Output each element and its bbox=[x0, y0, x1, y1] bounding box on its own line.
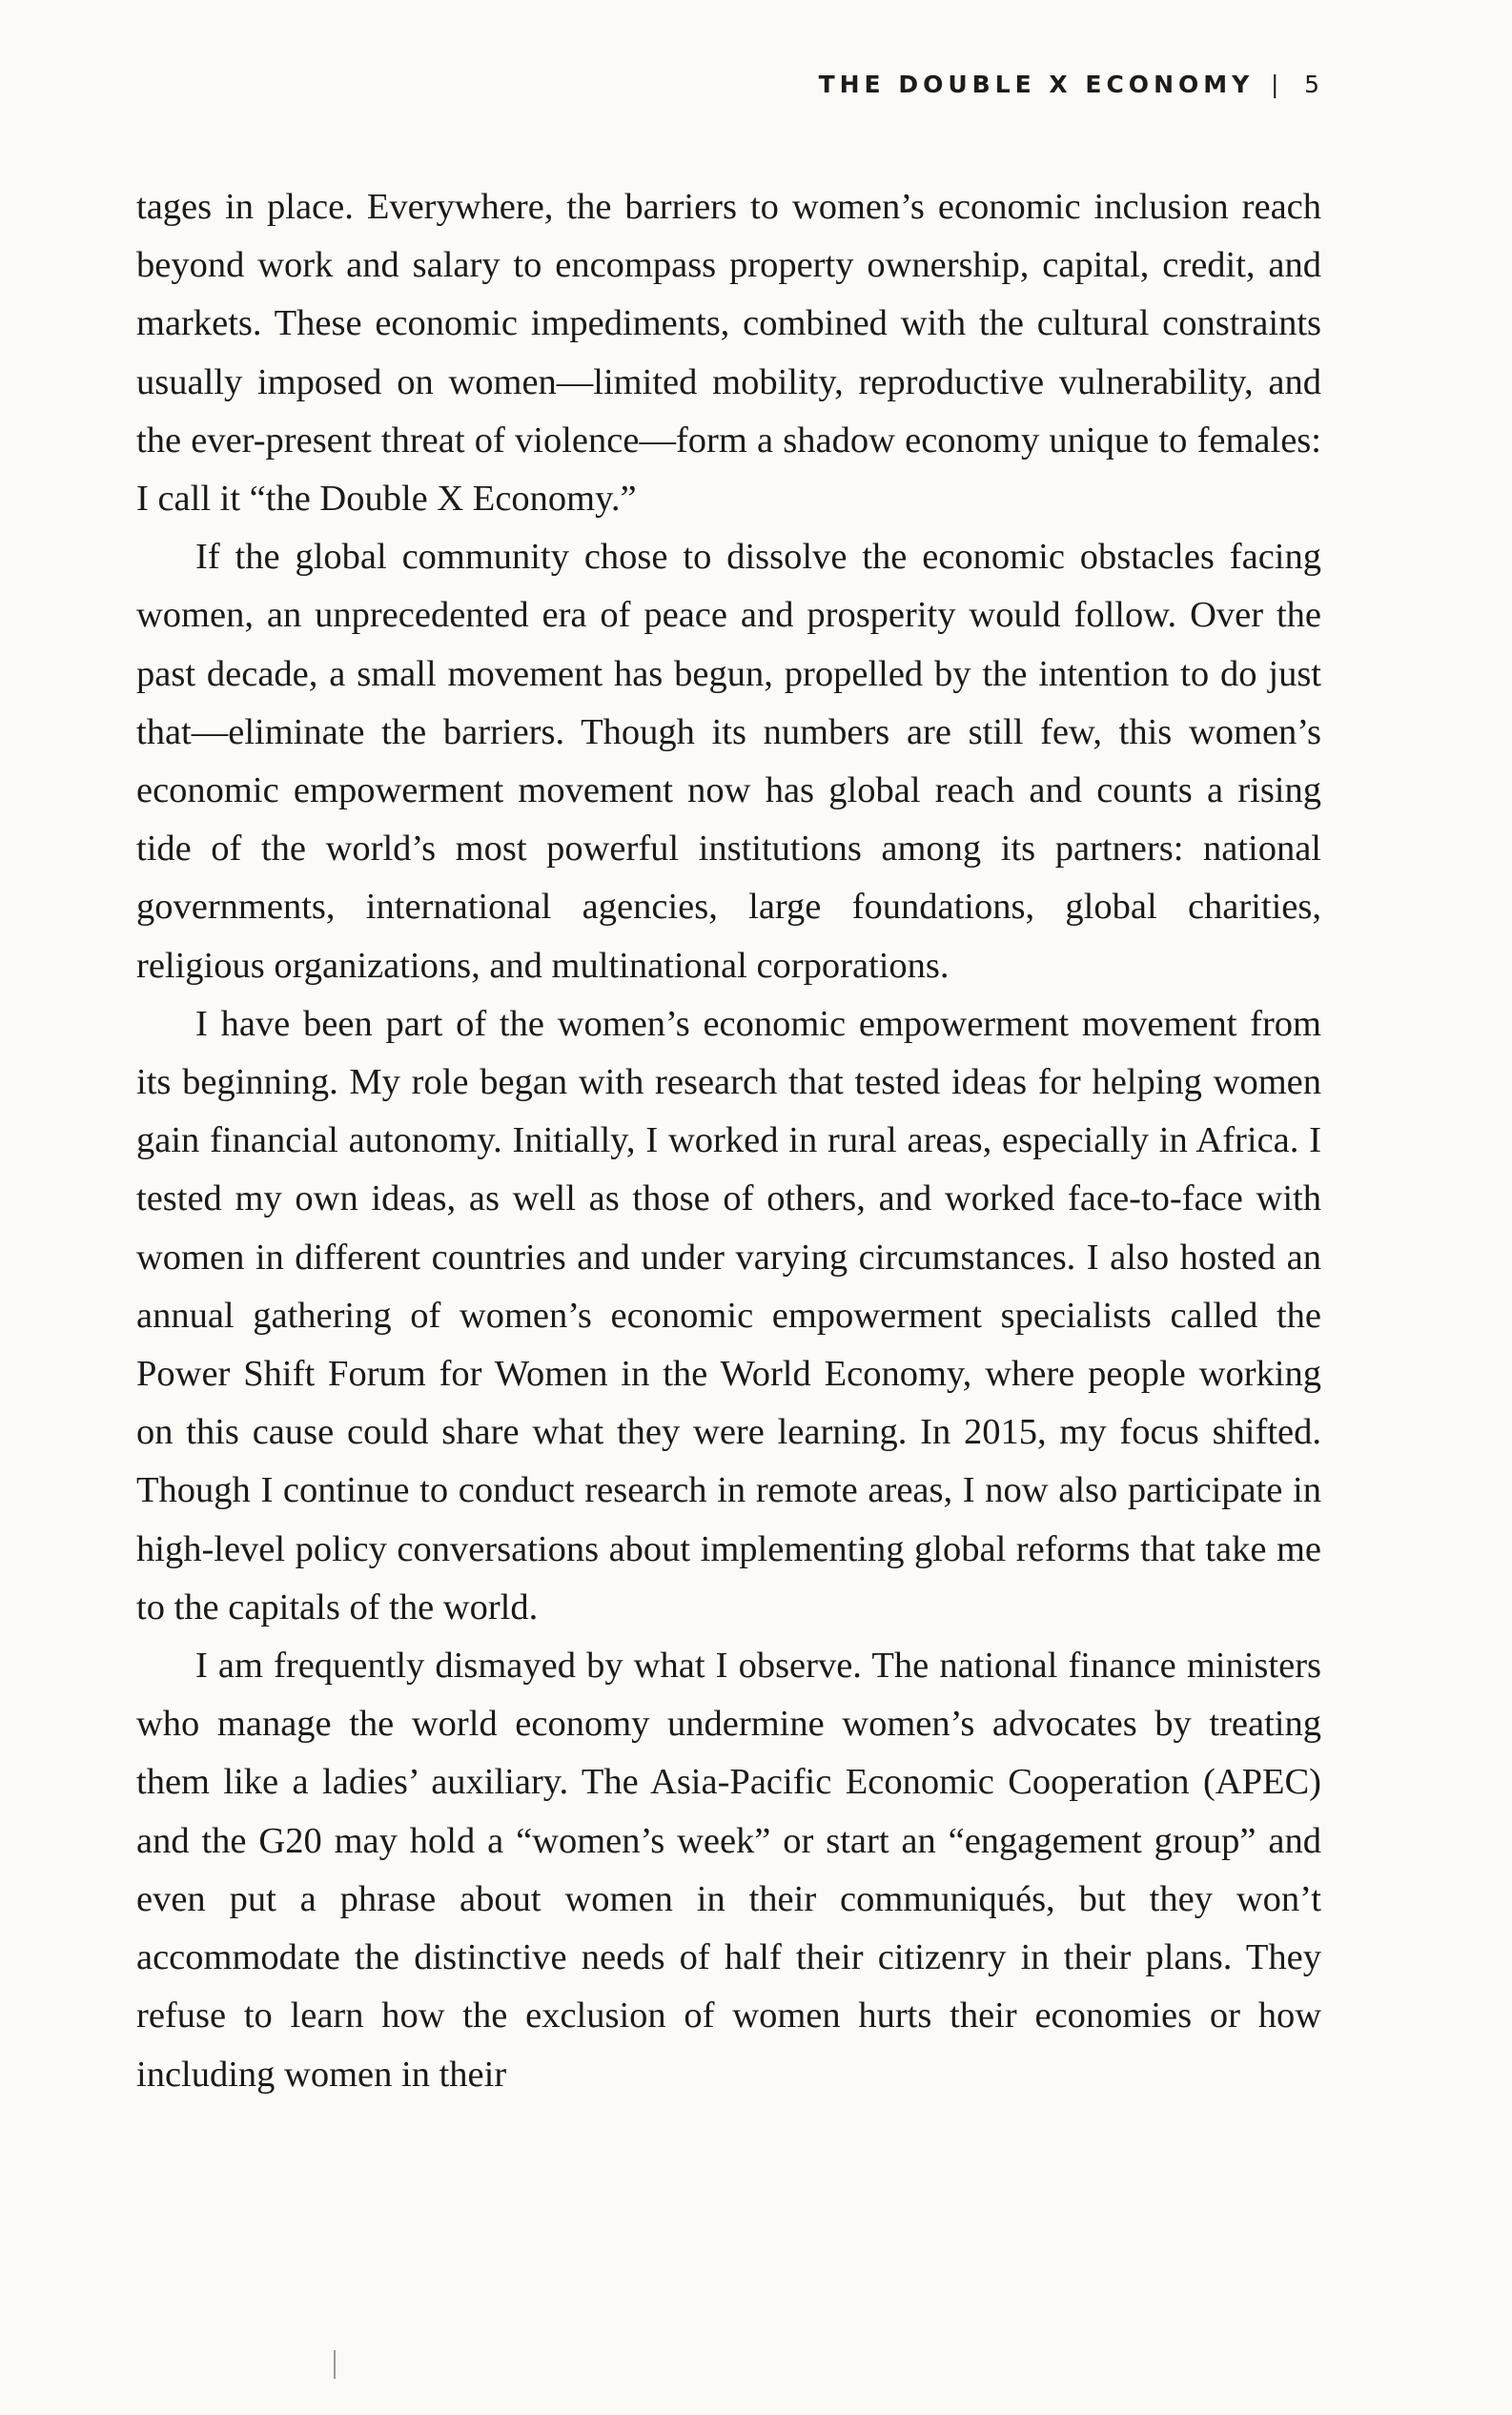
body-text bbox=[136, 178, 1321, 2104]
paragraph-continued: tages in place. Everywhere, the barriers to women’s economic inclusion reach beyond work and salary to encompass property ownership, capital, credit, and markets. These economic impediments, combined with the cultural constraints usually imposed on women—limited mobility, reproductive vulnerability, and the ever-present threat of violence—form a shadow economy unique to females: I call it “the Double X Economy.” bbox=[136, 187, 1321, 520]
paragraph: I am frequently dismayed by what I observe. The national finance ministers who manage the world economy undermine women’s advocates by treating them like a ladies’ auxiliary. The Asia-Pacific Economic Cooperation (APEC) and the G20 may hold a “women’s week” or start an “engagement group” and even put a phrase about women in their communiqués, but they won’t accommodate the distinctive needs of half their citizenry in their plans. They refuse to learn how the exclusion of women hurts their economies or how including women in their bbox=[136, 1646, 1321, 2095]
paragraph: If the global community chose to dissolve the economic obstacles facing women, an unprecedented era of peace and prosperity would follow. Over the past decade, a small movement has begun, propelled by the intention to do just that—eliminate the barriers. Though its numbers are still few, this women’s economic empowerment movement now has global reach and counts a rising tide of the world’s most powerful institutions among its partners: national governments, international agencies, large foundations, global charities, religious organizations, and multinational corporations. bbox=[136, 537, 1321, 986]
running-title: THE DOUBLE X ECONOMY bbox=[818, 71, 1255, 98]
paragraph: I have been part of the women’s economic empowerment movement from its beginning. My role began with research that tested ideas for helping women gain financial autonomy. Initially, I worked in rural areas, especially in Africa. I tested my own ideas, as well as those of others, and worked face-to-face with women in different countries and under varying circumstances. I also hosted an annual gathering of women’s economic empowerment specialists called the Power Shift Forum for Women in the World Economy, where people working on this cause could share what they were learning. In 2015, my focus shifted. Though I continue to conduct research in remote areas, I now also participate in high-level policy conversations about implementing global reforms that take me to the capitals of the world. bbox=[136, 1003, 1321, 1627]
scan-artifact-mark bbox=[334, 2350, 336, 2379]
page-number: 5 bbox=[1304, 71, 1319, 98]
header-separator: | bbox=[1270, 71, 1284, 98]
running-head bbox=[819, 71, 1319, 98]
